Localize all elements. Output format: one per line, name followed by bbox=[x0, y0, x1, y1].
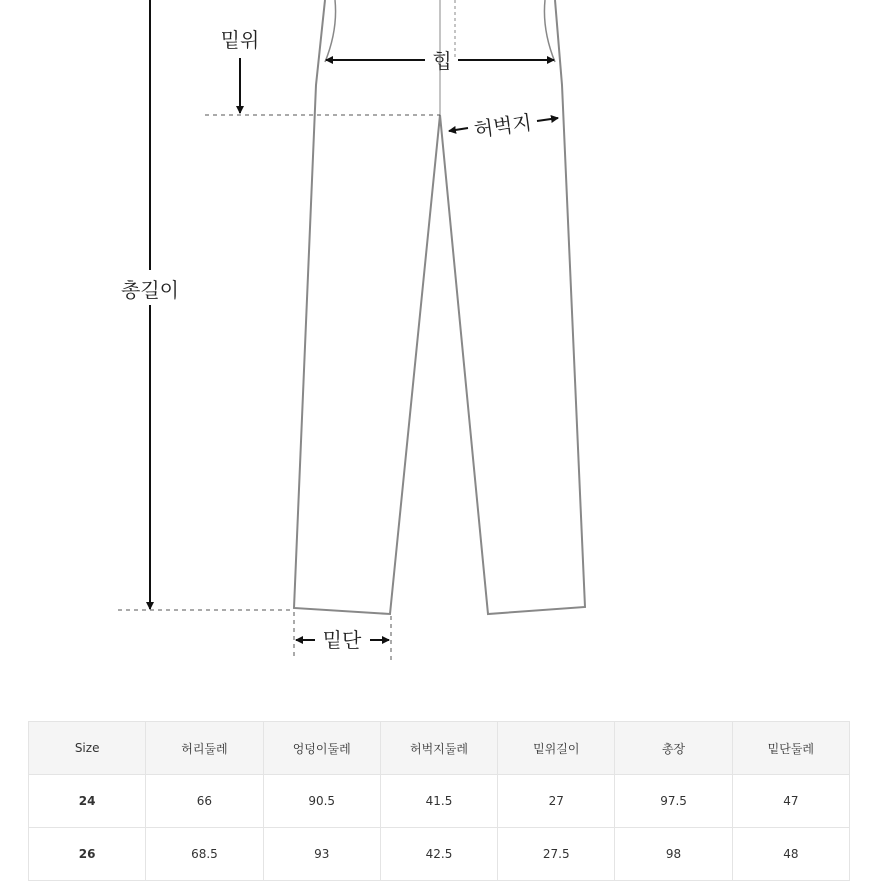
thigh-arrow-left bbox=[449, 128, 468, 131]
table-cell: 48 bbox=[732, 828, 849, 881]
guide-lines bbox=[118, 115, 440, 660]
table-cell: 66 bbox=[146, 775, 263, 828]
header-total-length: 총장 bbox=[615, 722, 732, 775]
hip-label: 힙 bbox=[432, 49, 452, 73]
table-cell: 47 bbox=[732, 775, 849, 828]
header-rise: 밑위길이 bbox=[498, 722, 615, 775]
header-hip: 엉덩이둘레 bbox=[263, 722, 380, 775]
table-cell: 68.5 bbox=[146, 828, 263, 881]
table-cell: 27 bbox=[498, 775, 615, 828]
measurement-arrows bbox=[150, 0, 558, 640]
size-table bbox=[28, 721, 850, 881]
thigh-arrow-right bbox=[537, 118, 558, 121]
header-waist: 허리둘레 bbox=[146, 722, 263, 775]
table-row bbox=[29, 775, 850, 828]
header-hem: 밑단둘레 bbox=[732, 722, 849, 775]
table-cell: 26 bbox=[29, 828, 146, 881]
thigh-label: 허벅지 bbox=[472, 110, 534, 142]
table-cell: 42.5 bbox=[380, 828, 497, 881]
table-cell: 90.5 bbox=[263, 775, 380, 828]
pants-outline bbox=[294, 0, 585, 614]
table-cell: 41.5 bbox=[380, 775, 497, 828]
rise-label: 밑위 bbox=[220, 28, 260, 52]
header-size: Size bbox=[29, 722, 146, 775]
table-cell: 27.5 bbox=[498, 828, 615, 881]
header-thigh: 허벅지둘레 bbox=[380, 722, 497, 775]
table-cell: 93 bbox=[263, 828, 380, 881]
table-header-row bbox=[29, 722, 850, 775]
table-cell: 97.5 bbox=[615, 775, 732, 828]
table-cell: 24 bbox=[29, 775, 146, 828]
table-row bbox=[29, 828, 850, 881]
hem-label: 밑단 bbox=[322, 628, 362, 652]
total-length-label: 총길이 bbox=[121, 278, 179, 302]
table-cell: 98 bbox=[615, 828, 732, 881]
